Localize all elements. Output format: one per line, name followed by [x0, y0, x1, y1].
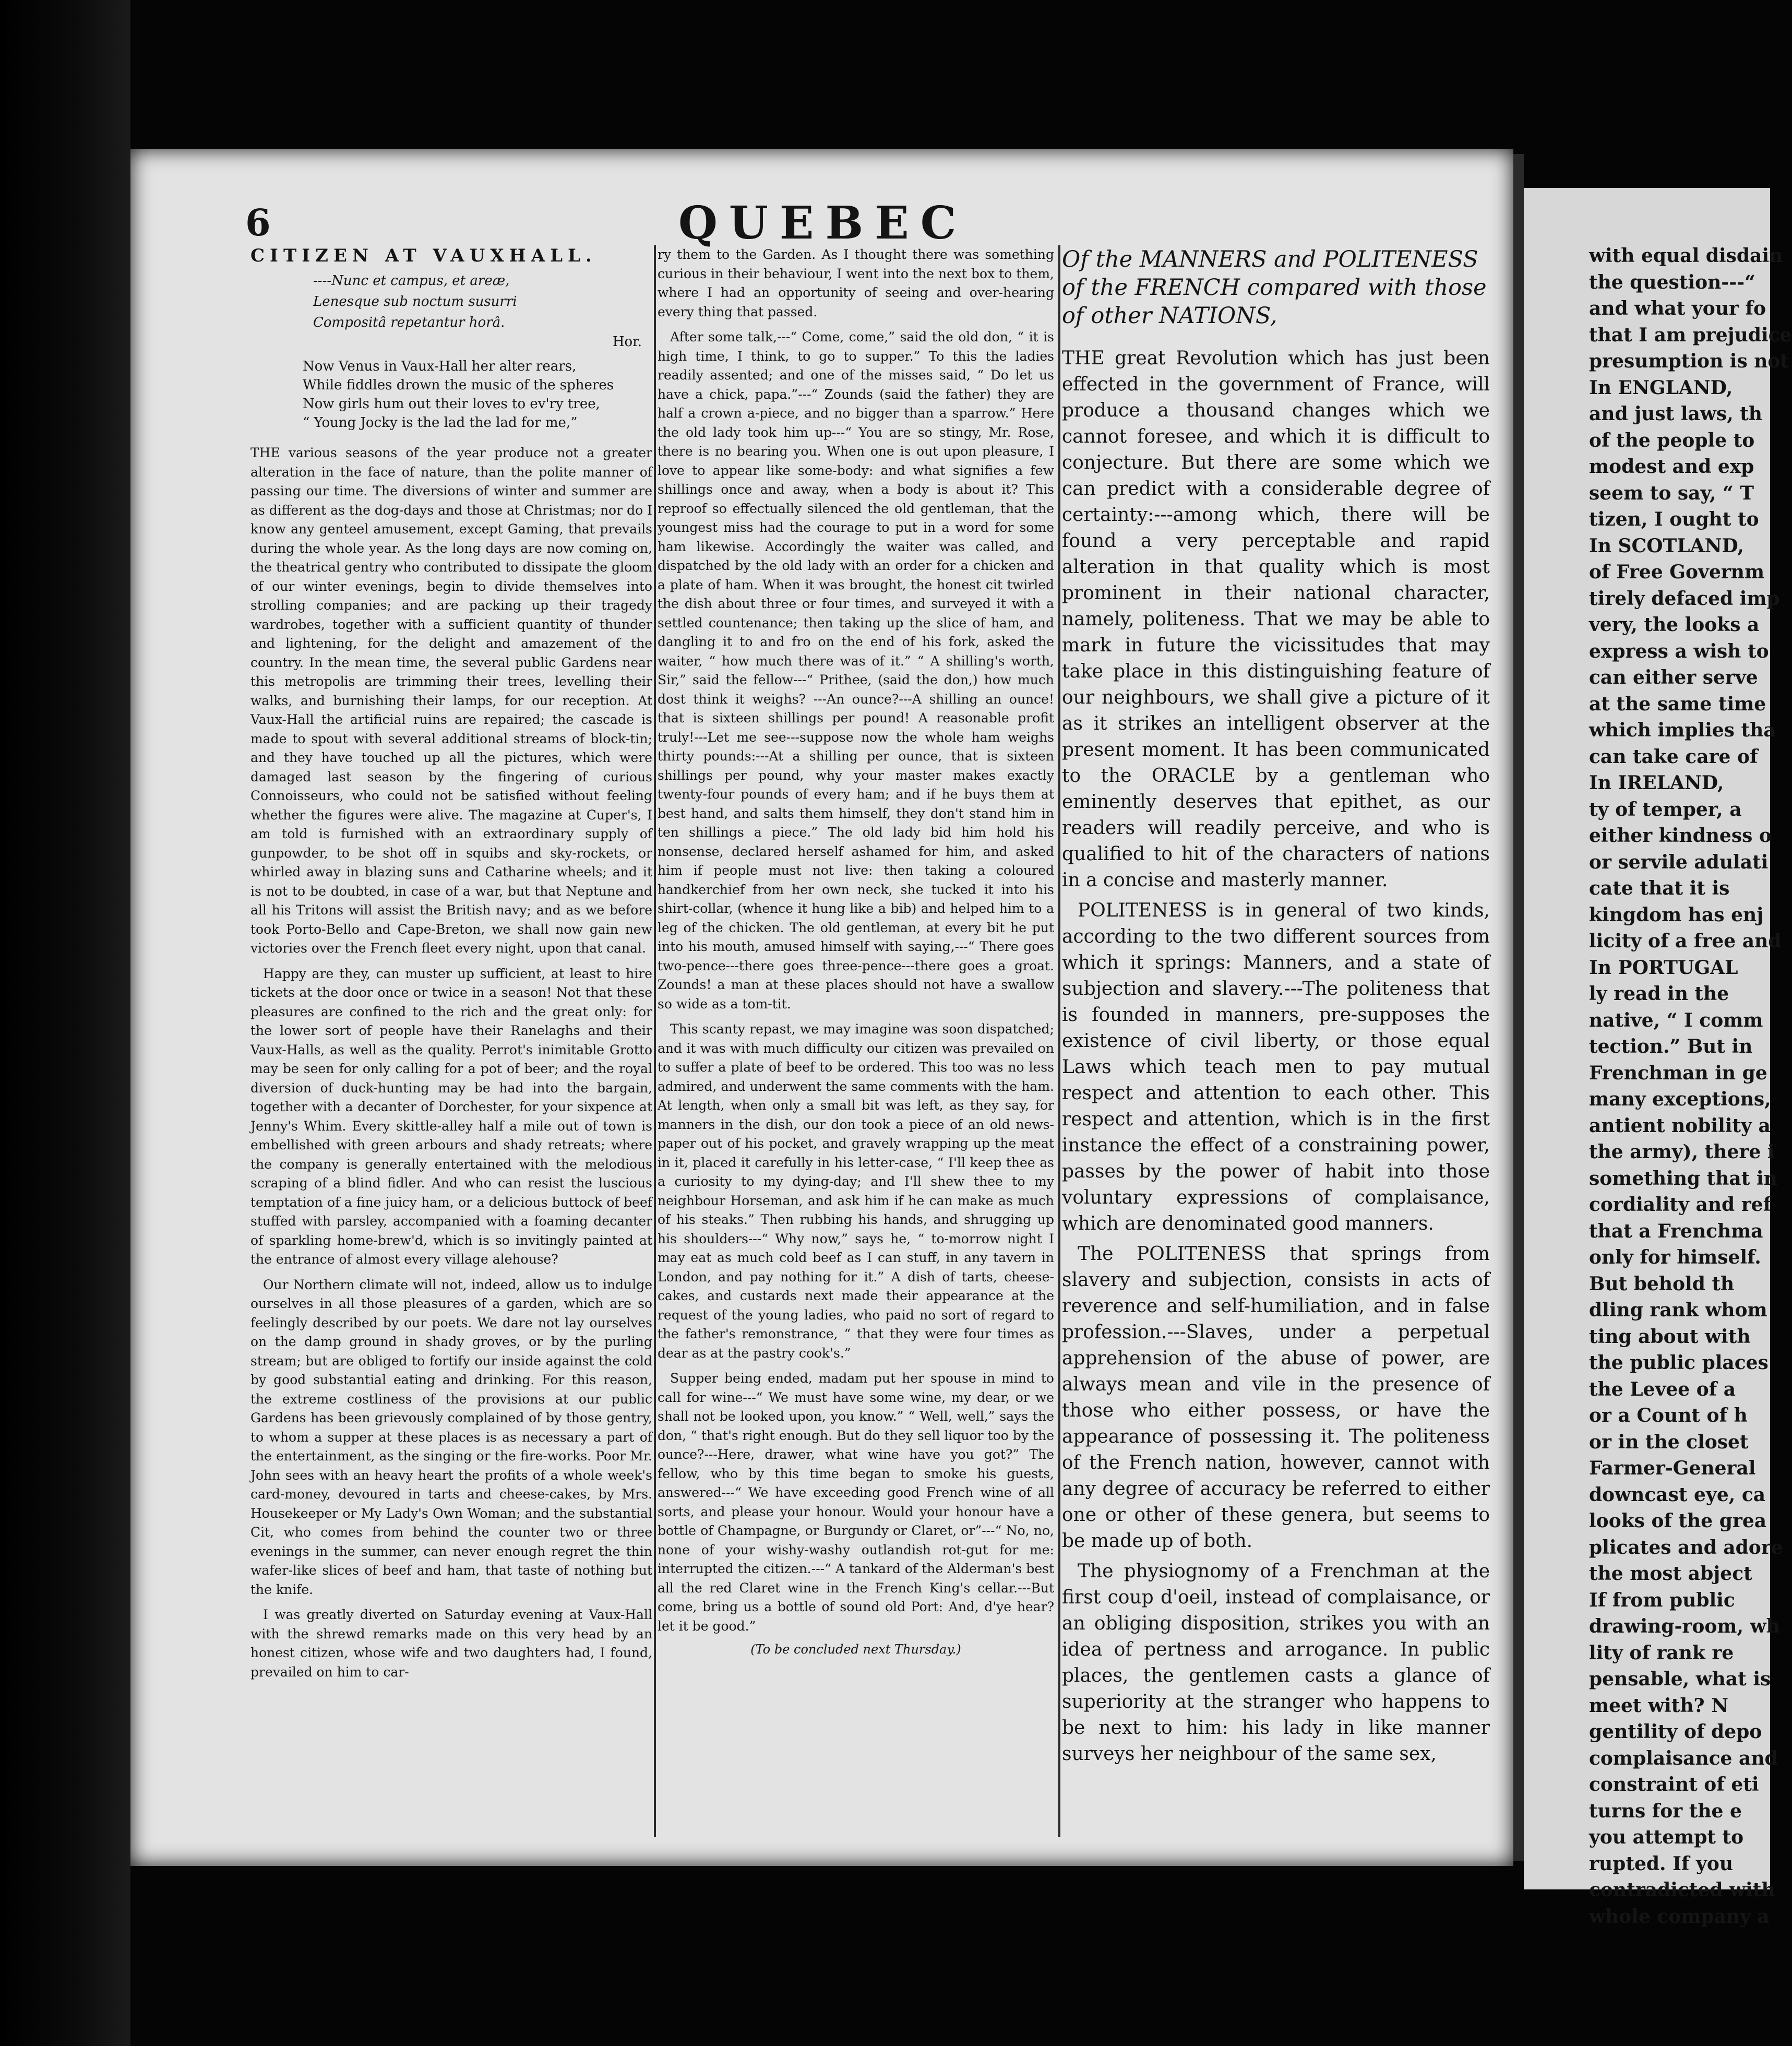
- facing-page-line: cordiality and ref: [1589, 1194, 1772, 1216]
- facing-page-line: the question---“: [1589, 271, 1755, 293]
- facing-page-line: whole company a: [1589, 1905, 1770, 1928]
- facing-page-line: looks of the grea: [1589, 1510, 1767, 1532]
- verse-line: While fiddles drown the music of the spheres: [303, 377, 614, 393]
- article-paragraph: THE great Revolution which has just been effected in the government of France, will produce a thousand changes which we cannot foresee, and which it is difficult to conjecture. But there are some which we can predict with a considerable degree of certainty:---among which, there will be found a very perceptable and rapid alteration in that quality which is most prominent in their national character, namely, politeness. That we may be able to mark in future the vicissitudes that may take place in this distinguishing feature of our neighbours, we shall give a picture of it as it strikes an intelligent observer at the present moment. It has been communicated to the ORACLE by a gentleman who eminently deserves that epithet, as our readers will readily perceive, and who is qualified to hit of the characters of nations in a concise and masterly manner.: [1062, 348, 1490, 891]
- facing-page-line: tizen, I ought to: [1589, 508, 1759, 530]
- facing-page-line: express a wish to: [1589, 640, 1769, 662]
- article-paragraph: I was greatly diverted on Saturday evening at Vaux-Hall with the shrewd remarks made on this very head by an honest citizen, whose wife and two daughters had, I found, prevailed on him to car-: [250, 1607, 652, 1680]
- article-title: CITIZEN AT VAUXHALL.: [250, 245, 597, 266]
- article-paragraph: The POLITENESS that springs from slavery and subjection, consists in acts of reverence and self-humiliation, and in false profession.---Slaves, under a perpetual apprehension of the abuse of power, are always mean and vile in the presence of those who either possess, or have the appearance of possessing it. The politeness of the French nation, however, cannot with any degree of accuracy be referred to either one or other of these genera, but seems to be made up of both.: [1062, 1243, 1490, 1552]
- facing-page-line: of Free Governm: [1589, 561, 1765, 583]
- facing-page-line: of the people to: [1589, 429, 1755, 451]
- page-number: 6: [245, 201, 271, 244]
- facing-page-line: complaisance and: [1589, 1747, 1778, 1769]
- facing-page-line: the most abject: [1589, 1563, 1752, 1585]
- facing-page-line: If from public: [1589, 1589, 1735, 1611]
- facing-page-line: only for himself.: [1589, 1246, 1761, 1268]
- column-3: [1062, 245, 1490, 1863]
- article-paragraph: Our Northern climate will not, indeed, allow us to indulge ourselves in all those pleasures of a garden, which are so feelingly described by our poets. We dare not lay ourselves on the damp ground in shady groves, or by the purling stream; but are obliged to fortify our inside against the cold by good substantial eating and drinking. For this reason, the extreme costliness of the provisions at our public Gardens has been grievously complained of by those gentry, to whom a supper at these places is as necessary a part of the entertainment, as the singing or the fire-works. Poor Mr. John sees with an heavy heart the profits of a whole week's card-money, devoured in tarts and cheese-cakes, by Mrs. Housekeeper or My Lady's Own Woman; and the substantial Cit, who comes from behind the counter two or three evenings in the summer, can never enough regret the thin wafer-like slices of beef and ham, that taste of nothing but the knife.: [250, 1277, 652, 1597]
- column-2: [658, 245, 1054, 1863]
- facing-page: [1524, 188, 1792, 1928]
- facing-page-line: tirely defaced imp: [1589, 587, 1780, 610]
- facing-page-line: rupted. If you: [1589, 1852, 1734, 1875]
- epigraph-line: Lenesque sub noctum susurri: [313, 294, 517, 310]
- facing-page-line: which implies tha: [1589, 719, 1776, 741]
- facing-page-line: But behold th: [1589, 1272, 1735, 1295]
- facing-page-line: In IRELAND,: [1589, 772, 1724, 794]
- facing-page-line: and just laws, th: [1589, 403, 1762, 425]
- facing-page-line: very, the looks a: [1589, 614, 1760, 636]
- article-paragraph: After some talk,---“ Come, come,” said the old don, “ it is high time, I think, to go to supper.” To this the ladies readily assented; and one of the misses said, “ Do let us have a chick, papa.”---“ Zounds (said the father) they are half a crown a-piece, and no bigger than a sparrow.” Here the old lady took him up---“ You are so stingy, Mr. Rose, there is no bearing you. When one is out upon pleasure, I love to appear like some-body: and what signifies a few shillings once and away, when a body is about it? This reproof so effectually silenced the old gentleman, that the youngest miss had the courage to put in a word for some ham likewise. Accordingly the waiter was called, and dispatched by the old lady with an order for a chicken and a plate of ham. When it was brought, the honest cit twirled the dish about three or four times, and surveyed it with a settled countenance; then taking up the slice of ham, and dangling it to and fro on the end of his fork, asked the waiter, “ how much there was of it.” “ A shilling's worth, Sir,” said the fellow---“ Prithee, (said the don,) how much dost think it weighs? ---An ounce?---A shilling an ounce! that is sixteen shillings per pound! A reasonable profit truly!---Let me see---suppose now the whole ham weighs thirty pounds:---At a shilling per ounce, that is sixteen shillings per pound, why your master makes exactly twenty-four pounds of every ham; and if he buys them at best hand, and salts them himself, they don't stand him in ten shillings a piece.” The old lady bid him hold his nonsense, declared herself ashamed for him, and asked him if people must not live: then taking a coloured handkerchief from her own neck, she tucked it into his shirt-collar, (whence it hung like a bib) and helped him to a leg of the chicken. The old gentleman, at every bit he put into his mouth, amused himself with saying,---“ There goes two-pence---there goes three-pence---there goes a groat. Zounds! a man at these places should not have a swallow so wide as a tom-tit.: [658, 329, 1054, 1012]
- verse-line: “ Young Jocky is the lad the lad for me,”: [303, 415, 578, 431]
- facing-page-line: meet with? N: [1589, 1694, 1729, 1717]
- facing-page-line: and what your fo: [1589, 298, 1766, 319]
- facing-page-line: In SCOTLAND,: [1589, 534, 1744, 557]
- facing-page-line: tection.” But in: [1589, 1036, 1753, 1057]
- facing-page-line: cate that it is: [1589, 877, 1730, 899]
- facing-page-line: or a Count of h: [1589, 1405, 1748, 1426]
- continuation-note: (To be concluded next Thursday.): [750, 1642, 961, 1657]
- facing-page-line: the public places: [1589, 1352, 1769, 1374]
- facing-page-line: the army), there i: [1589, 1141, 1775, 1163]
- facing-page-line: you attempt to: [1589, 1826, 1744, 1848]
- facing-page-line: modest and exp: [1589, 456, 1754, 478]
- facing-page-line: can take care of: [1589, 745, 1758, 768]
- facing-page-line: either kindness o: [1589, 825, 1772, 847]
- facing-page-line: constraint of eti: [1589, 1774, 1759, 1795]
- column-rule: [1058, 245, 1060, 1837]
- article-paragraph: THE various seasons of the year produce not a greater alteration in the face of nature, than the polite manner of passing our time. The diversions of winter and summer are as different as the dog-days and those at Christmas; nor do I know any genteel amusement, except Gaming, that prevails during the whole year. As the long days are now coming on, the theatrical gentry who contributed to dissipate the gloom of our winter evenings, begin to divide themselves into strolling companies; and are packing up their tragedy wardrobes, together with a sufficient quantity of thunder and lightening, for the delight and amazement of the country. In the mean time, the several public Gardens near this metropolis are trimming their trees, levelling their walks, and burnishing their lamps, for our reception. At Vaux-Hall the artificial ruins are repaired; the cascade is made to spout with several additional streams of block-tin; and they have touched up all the pictures, which were damaged last season by the fingering of curious Connoisseurs, who could not be satisfied without feeling whether the figures were alive. The magazine at Cuper's, I am told is furnished with an extraordinary supply of gunpowder, to be shot off in squibs and sky-rockets, or whirled away in blazing suns and Catharine wheels; and it is not to be doubted, in case of a war, but that Neptune and all his Tritons will assist the British navy; and as we before took Porto-Bello and Cape-Breton, we shall now gain new victories over the French fleet every night, upon that canal.: [250, 445, 652, 956]
- epigraph-author: Hor.: [612, 334, 642, 350]
- facing-page-line: ty of temper, a: [1589, 798, 1742, 820]
- facing-page-line: plicates and adore: [1589, 1536, 1783, 1559]
- facing-page-line: many exceptions,: [1589, 1088, 1771, 1110]
- facing-page-line: ting about with: [1589, 1325, 1751, 1348]
- article-paragraph: The physiognomy of a Frenchman at the first coup d'oeil, instead of complaisance, or an obliging disposition, strikes you with an idea of pertness and arrogance. In public places, the gentlemen casts a glance of superiority at the stranger who happens to be next to him: his lady in like manner surveys her neighbour of the same sex,: [1062, 1561, 1490, 1765]
- facing-page-line: that I am prejudice: [1589, 324, 1792, 346]
- running-head: QUEBEC: [678, 197, 968, 249]
- epigraph: [250, 271, 652, 350]
- epigraph-line: ----Nunc et campus, et areæ,: [313, 273, 510, 289]
- facing-page-line: turns for the e: [1589, 1800, 1742, 1822]
- facing-page-line: native, “ I comm: [1589, 1009, 1763, 1031]
- facing-page-line: can either serve: [1589, 667, 1758, 688]
- article-paragraph: This scanty repast, we may imagine was soon dispatched; and it was with much difficulty our citizen was prevailed on to suffer a plate of beef to be ordered. This too was no less admired, and underwent the same comments with the ham. At length, when only a small bit was left, as they say, for manners in the dish, our don took a piece of an old news-paper out of his pocket, and gravely wrapping up the meat in it, placed it carefully in his letter-case, “ I'll keep thee as a curiosity to my dying-day; and I'll shew thee to my neighbour Horseman, and ask him if he can make as much of his steaks.” Then rubbing his hands, and shrugging up his shoulders---“ Why now,” says he, “ to-morrow night I may eat as much cold beef as I can stuff, in any tavern in London, and pay nothing for it.” A dish of tarts, cheese-cakes, and custards next made their appearance at the request of the young ladies, who paid no sort of regard to the father's remonstrance, “ that they were four times as dear as at the pastry cook's.”: [658, 1021, 1054, 1361]
- facing-page-line: Farmer-General: [1589, 1457, 1756, 1479]
- newspaper-page: [130, 149, 1513, 1866]
- facing-page-line: dling rank whom: [1589, 1299, 1767, 1321]
- facing-page-line: antient nobility a: [1589, 1114, 1771, 1137]
- facing-page-line: Frenchman in ge: [1589, 1062, 1767, 1084]
- facing-page-line: pensable, what is: [1589, 1668, 1771, 1690]
- facing-page-line: something that in: [1589, 1167, 1777, 1189]
- facing-page-line: or in the closet: [1589, 1431, 1749, 1453]
- facing-page-line: licity of a free and: [1589, 930, 1782, 952]
- facing-page-line: seem to say, “ T: [1589, 482, 1754, 504]
- page-edge: [1513, 154, 1524, 1861]
- article-paragraph: Happy are they, can muster up sufficient, at least to hire tickets at the door once or twice in a season! Not that these pleasures are confined to the rich and the great only: for the lower sort of people have their Ranelaghs and their Vaux-Halls, as well as the quality. Perrot's inimitable Grotto may be seen for only calling for a pot of beer; and the royal diversion of duck-hunting may be had into the bargain, together with a decanter of Dorchester, for your sixpence at Jenny's Whim. Every skittle-alley half a mile out of town is embellished with green arbours and shady retreats; where the company is generally entertained with the melodious scraping of a blind fidler. And who can resist the luscious temptation of a fine juicy ham, or a delicious buttock of beef stuffed with parsley, accompanied with a foaming decanter of sparkling home-brew'd, which is so invitingly painted at the entrance of almost every village alehouse?: [250, 966, 652, 1267]
- column-1: [250, 245, 652, 1863]
- article-paragraph: Supper being ended, madam put her spouse in mind to call for wine---“ We must have some wine, my dear, or we shall not be looked upon, you know.” “ Well, well,” says the don, “ that's right enough. But do they sell liquor too by the ounce?---Here, drawer, what wine have you got?” The fellow, who by this time began to smoke his guests, answered---“ We have exceeding good French wine of all sorts, and please your honour. Would your honour have a bottle of Champagne, or Burgundy or Claret, or”---“ No, no, none of your wishy-washy outlandish rot-gut for me: interrupted the citizen.---“ A tankard of the Alderman's best all the red Claret wine in the French King's cellar.---But come, bring us a bottle of sound old Port: And, d'ye hear? let it be good.”: [658, 1371, 1054, 1634]
- facing-page-line: kingdom has enj: [1589, 903, 1764, 926]
- verse-line: Now girls hum out their loves to ev'ry tree,: [303, 396, 600, 412]
- book-gutter-shadow: [0, 0, 130, 2046]
- facing-page-line: ly read in the: [1589, 983, 1729, 1005]
- article-paragraph: ry them to the Garden. As I thought there was something curious in their behaviour, I went into the next box to them, where I had an opportunity of seeing and over-hearing every thing that passed.: [658, 247, 1054, 319]
- facing-page-line: downcast eye, ca: [1589, 1483, 1766, 1506]
- facing-page-line: gentility of depo: [1589, 1721, 1762, 1743]
- facing-page-line: with equal disdain: [1589, 245, 1783, 267]
- epigraph-line: Compositâ repetantur horâ.: [313, 315, 505, 330]
- facing-page-line: or servile adulati: [1589, 851, 1769, 873]
- facing-page-line: drawing-room, wh: [1589, 1615, 1780, 1637]
- facing-page-line: lity of rank re: [1589, 1641, 1734, 1664]
- article-headline: Of the MANNERS and POLITENESS of the FRENCH compared with those of other NATIONS,: [1062, 246, 1487, 329]
- facing-page-line: contradicted with: [1589, 1879, 1775, 1901]
- facing-page-line: presumption is not: [1589, 350, 1789, 372]
- verse: [303, 357, 652, 432]
- facing-page-line: In ENGLAND,: [1589, 376, 1733, 399]
- facing-page-line: at the same time: [1589, 693, 1766, 715]
- column-rule: [654, 245, 656, 1837]
- verse-line: Now Venus in Vaux-Hall her alter rears,: [303, 359, 577, 374]
- article-paragraph: POLITENESS is in general of two kinds, according to the two different sources from which it springs: Manners, and a state of subjection and slavery.---The politeness that is founded in manners, pre-supposes the existence of civil liberty, or those equal Laws which teach men to pay mutual respect and attention to each other. This respect and attention, which is in the first instance the effect of a constraining power, passes by the power of habit into those voluntary expressions of complaisance, which are denominated good manners.: [1062, 900, 1490, 1234]
- facing-page-text: [1589, 243, 1792, 1930]
- facing-page-line: the Levee of a: [1589, 1378, 1736, 1400]
- facing-page-line: In PORTUGAL: [1589, 956, 1738, 979]
- facing-page-line: that a Frenchma: [1589, 1220, 1763, 1242]
